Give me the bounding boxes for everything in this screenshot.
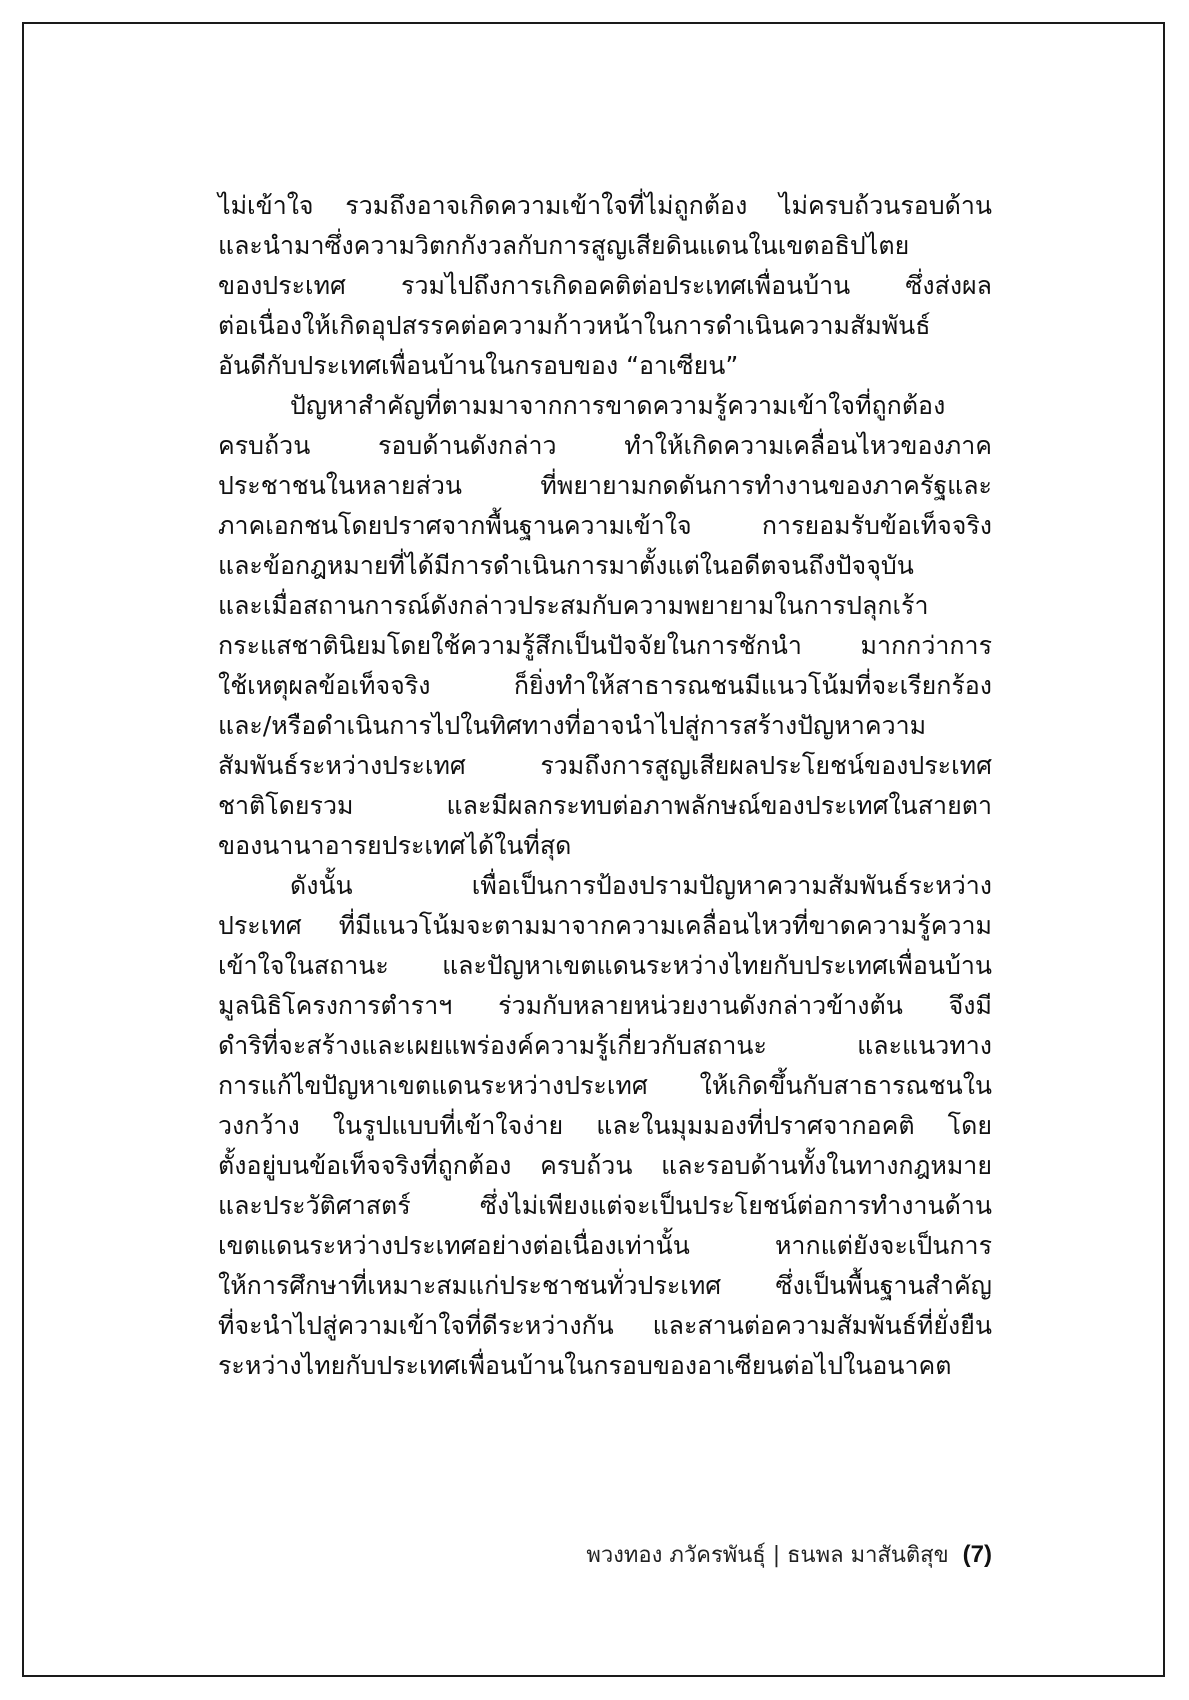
text-line: ที่จะนำไปสู่ความเข้าใจที่ดีระหว่างกัน และสานต่อความสัมพันธ์ที่ยั่งยืน [218, 1311, 992, 1340]
text-line: ครบถ้วน รอบด้านดังกล่าว ทำให้เกิดความเคลื่อนไหวของภาค [218, 431, 992, 460]
text-line: การแก้ไขปัญหาเขตแดนระหว่างประเทศ ให้เกิดขึ้นกับสาธารณชนใน [218, 1071, 992, 1100]
text-line: ระหว่างไทยกับประเทศเพื่อนบ้านในกรอบของอาเซียนต่อไปในอนาคต [218, 1351, 952, 1380]
page-footer [520, 1538, 992, 1572]
text-line: วงกว้าง ในรูปแบบที่เข้าใจง่าย และในมุมมองที่ปราศจากอคติ โดย [218, 1111, 992, 1140]
text-line: และนำมาซึ่งความวิตกกังวลกับการสูญเสียดินแดนในเขตอธิปไตย [218, 231, 910, 260]
text-line: มูลนิธิโครงการตำราฯ ร่วมกับหลายหน่วยงานดังกล่าวข้างต้น จึงมี [218, 991, 992, 1020]
paragraph-1 [218, 186, 992, 386]
text-line: ไม่เข้าใจ รวมถึงอาจเกิดความเข้าใจที่ไม่ถูกต้อง ไม่ครบถ้วนรอบด้าน [218, 191, 992, 220]
text-line: และข้อกฎหมายที่ได้มีการดำเนินการมาตั้งแต่ในอดีตจนถึงปัจจุบัน [218, 551, 914, 580]
paragraph-2 [218, 386, 992, 866]
text-line: ของนานาอารยประเทศได้ในที่สุด [218, 831, 572, 860]
text-line: เขตแดนระหว่างประเทศอย่างต่อเนื่องเท่านั้น หากแต่ยังจะเป็นการ [218, 1231, 992, 1260]
text-line: และประวัติศาสตร์ ซึ่งไม่เพียงแต่จะเป็นประโยชน์ต่อการทำงานด้าน [218, 1191, 992, 1220]
text-line: ของประเทศ รวมไปถึงการเกิดอคติต่อประเทศเพื่อนบ้าน ซึ่งส่งผล [218, 271, 992, 300]
page-number: (7) [962, 1541, 992, 1568]
text-line: ให้การศึกษาที่เหมาะสมแก่ประชาชนทั่วประเทศ ซึ่งเป็นพื้นฐานสำคัญ [218, 1271, 992, 1300]
text-line: ใช้เหตุผลข้อเท็จจริง ก็ยิ่งทำให้สาธารณชนมีแนวโน้มที่จะเรียกร้อง [218, 671, 992, 700]
text-line: และ/หรือดำเนินการไปในทิศทางที่อาจนำไปสู่การสร้างปัญหาความ [218, 711, 927, 740]
footer-authors: พวงทอง ภวัครพันธุ์ | ธนพล มาสันติสุข [586, 1543, 949, 1568]
paragraph-3 [218, 866, 992, 1386]
text-line: ดังนั้น เพื่อเป็นการป้องปรามปัญหาความสัมพันธ์ระหว่าง [290, 871, 992, 900]
text-line: ชาติโดยรวม และมีผลกระทบต่อภาพลักษณ์ของประเทศในสายตา [218, 791, 992, 820]
text-line: กระแสชาตินิยมโดยใช้ความรู้สึกเป็นปัจจัยในการชักนำ มากกว่าการ [218, 631, 992, 660]
text-line: อันดีกับประเทศเพื่อนบ้านในกรอบของ “อาเซียน” [218, 351, 739, 380]
text-line: ประชาชนในหลายส่วน ที่พยายามกดดันการทำงานของภาครัฐและ [218, 471, 992, 500]
text-line: ประเทศ ที่มีแนวโน้มจะตามมาจากความเคลื่อนไหวที่ขาดความรู้ความ [218, 911, 992, 940]
text-line: ตั้งอยู่บนข้อเท็จจริงที่ถูกต้อง ครบถ้วน และรอบด้านทั้งในทางกฎหมาย [218, 1151, 992, 1180]
text-line: ต่อเนื่องให้เกิดอุปสรรคต่อความก้าวหน้าในการดำเนินความสัมพันธ์ [218, 311, 931, 340]
text-line: สัมพันธ์ระหว่างประเทศ รวมถึงการสูญเสียผลประโยชน์ของประเทศ [218, 751, 992, 780]
text-line: และเมื่อสถานการณ์ดังกล่าวประสมกับความพยายามในการปลุกเร้า [218, 591, 929, 620]
text-line: ปัญหาสำคัญที่ตามมาจากการขาดความรู้ความเข้าใจที่ถูกต้อง [290, 391, 946, 420]
text-line: ดำริที่จะสร้างและเผยแพร่องค์ความรู้เกี่ยวกับสถานะ และแนวทาง [218, 1031, 992, 1060]
text-line: เข้าใจในสถานะ และปัญหาเขตแดนระหว่างไทยกับประเทศเพื่อนบ้าน [218, 951, 992, 980]
text-line: ภาคเอกชนโดยปราศจากพื้นฐานความเข้าใจ การยอมรับข้อเท็จจริง [218, 511, 992, 540]
document-body [218, 186, 992, 1386]
